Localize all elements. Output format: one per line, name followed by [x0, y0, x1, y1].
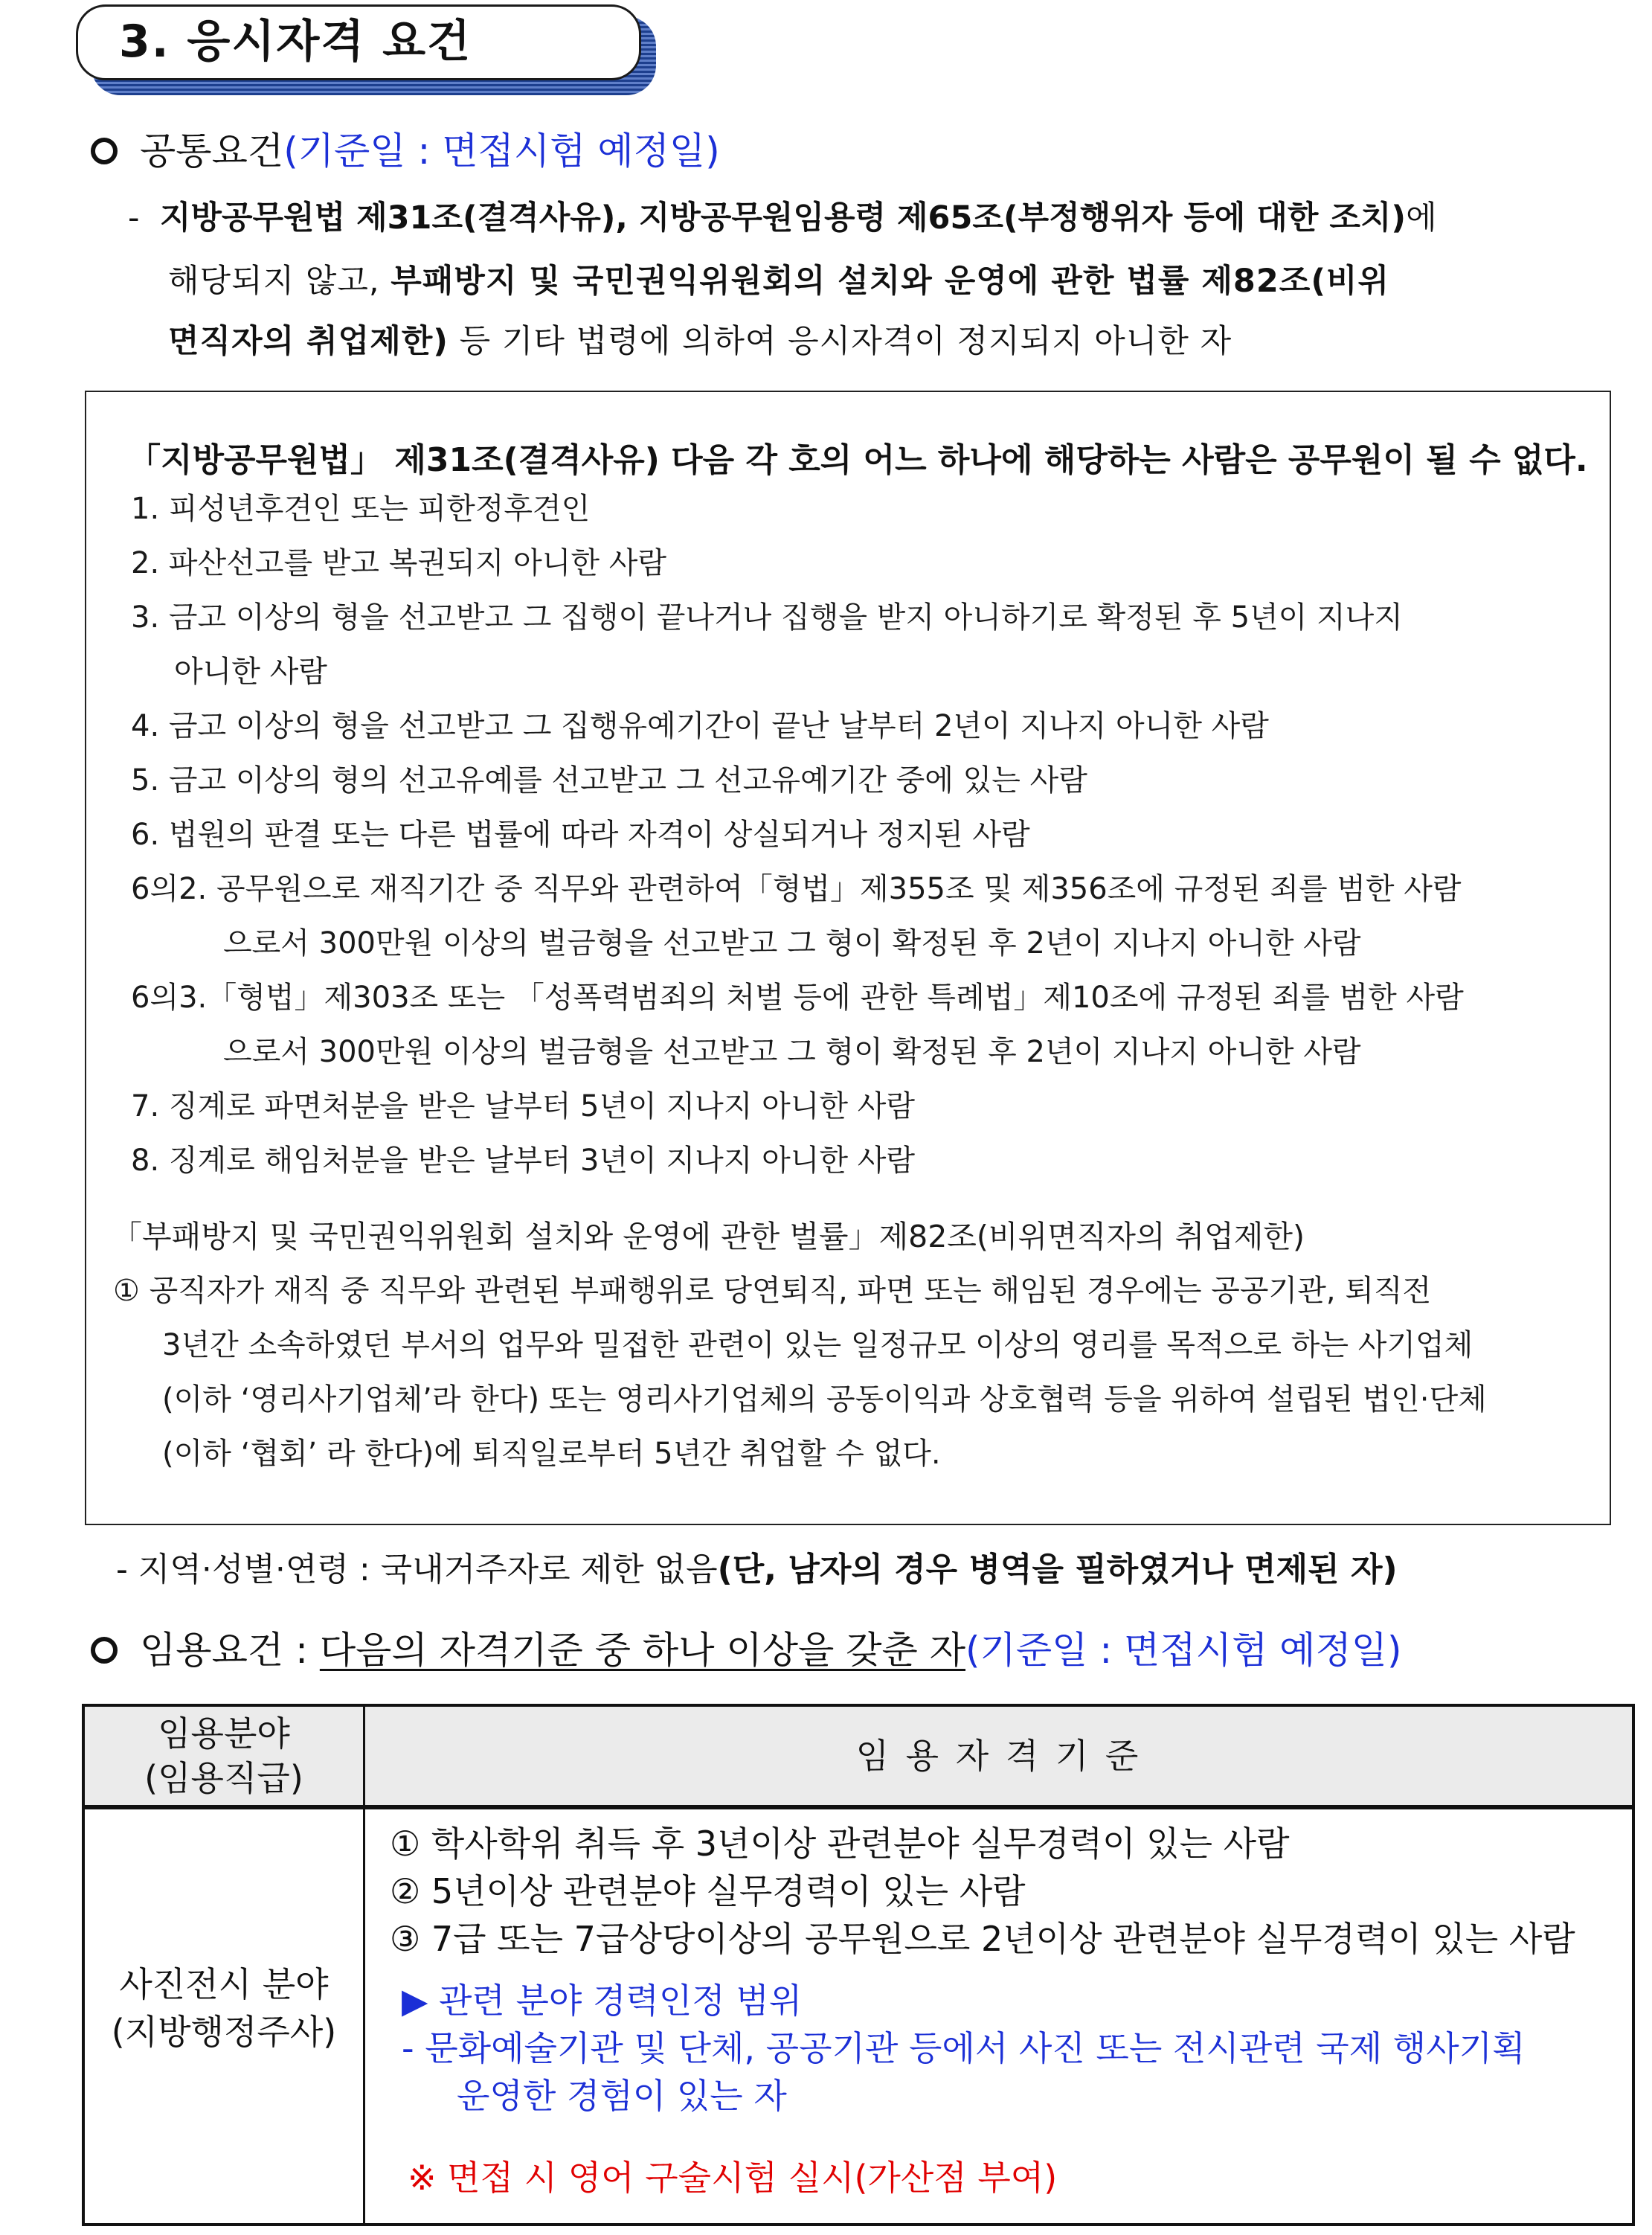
- table-divider: [82, 1805, 1635, 1809]
- col1-header: 임용분야 (임용직급): [144, 1713, 303, 1798]
- art82-line: ① 공직자가 재직 중 직무와 관련된 부패행위로 당연퇴직, 파면 또는 해임된 경우에는 공공기관, 퇴직전: [113, 1274, 1432, 1308]
- section-title: 3. 응시자격 요건: [119, 16, 472, 68]
- art31-heading: 「지방공무원법」 제31조(결격사유) 다음 각 호의 어느 하나에 해당하는 사람은 공무원이 될 수 없다.: [128, 441, 1588, 479]
- art31-item: 6의2. 공무원으로 재직기간 중 직무와 관련하여「형법」제355조 및 제356조에 규정된 죄를 범한 사람: [131, 872, 1462, 906]
- art31-item: 1. 피성년후견인 또는 피한정후견인: [131, 492, 591, 526]
- common-para-line2: 해당되지 않고, 부패방지 및 국민권익위원회의 설치와 운영에 관한 법률 제82조(비위: [168, 263, 1390, 300]
- requirement-3: ③ 7급 또는 7급상당이상의 공무원으로 2년이상 관련분야 실무경력이 있는 사람: [390, 1919, 1575, 1959]
- art82-heading: 「부패방지 및 국민권익위원회 설치와 운영에 관한 벌률」제82조(비위면직자의 취업제한): [112, 1219, 1305, 1254]
- requirement-2: ② 5년이상 관련분야 실무경력이 있는 사람: [390, 1871, 1026, 1911]
- common-para-line3: 면직자의 취업제한) 등 기타 법령에 의하여 응시자격이 정지되지 아니한 자: [168, 323, 1232, 360]
- art82-line: (이하 ‘협회’ 라 한다)에 퇴직일로부터 5년간 취업할 수 없다.: [162, 1437, 941, 1471]
- art82-line: (이하 ‘영리사기업체’라 한다) 또는 영리사기업체의 공동이익과 상호협력 등을 위하여 설립된 법인·단체: [162, 1382, 1487, 1417]
- common-para-line1: - 지방공무원법 제31조(결격사유), 지방공무원임용령 제65조(부정행위자 등에 대한 조치)에: [128, 199, 1437, 237]
- region-line: - 지역·성별·연령 : 국내거주자로 제한 없음(단, 남자의 경우 병역을 필하였거나 면제된 자): [116, 1551, 1398, 1588]
- circle-bullet-icon: [91, 138, 118, 164]
- art31-item: 5. 금고 이상의 형의 선고유예를 선고받고 그 선고유예기간 중에 있는 사람: [131, 763, 1087, 798]
- scope-line1: - 문화예술기관 및 단체, 공공기관 등에서 사진 또는 전시관련 국제 행사기획: [402, 2028, 1526, 2068]
- art82-line: 3년간 소속하였던 부서의 업무와 밀접한 관련이 있는 일정규모 이상의 영리를 목적으로 하는 사기업체: [162, 1328, 1473, 1362]
- art31-item: 6. 법원의 판결 또는 다른 법률에 따라 자격이 상실되거나 정지된 사람: [131, 818, 1030, 852]
- art31-item: 8. 징계로 해임처분을 받은 날부터 3년이 지나지 아니한 사람: [131, 1144, 916, 1178]
- scope-title: ▶ 관련 분야 경력인정 범위: [402, 1981, 803, 2021]
- interview-note: ※ 면접 시 영어 구술시험 실시(가산점 부여): [408, 2158, 1058, 2198]
- art31-item: 으로서 300만원 이상의 벌금형을 선고받고 그 형이 확정된 후 2년이 지나지 아니한 사람: [223, 1035, 1361, 1069]
- art31-item: 으로서 300만원 이상의 벌금형을 선고받고 그 형이 확정된 후 2년이 지나지 아니한 사람: [223, 926, 1361, 961]
- art31-item: 6의3.「형법」제303조 또는 「성폭력범죄의 처벌 등에 관한 특례법」제10조에 규정된 죄를 범한 사람: [131, 981, 1464, 1015]
- art31-item: 2. 파산선고를 받고 복권되지 아니한 사람: [131, 546, 666, 580]
- scope-line2: 운영한 경험이 있는 자: [457, 2076, 787, 2116]
- art31-item: 7. 징계로 파면처분을 받은 날부터 5년이 지나지 아니한 사람: [131, 1089, 916, 1123]
- table-divider: [363, 1704, 365, 2226]
- col2-header: 임 용 자 격 기 준: [855, 1736, 1142, 1776]
- art31-item: 아니한 사람: [174, 655, 327, 689]
- requirement-1: ① 학사학위 취득 후 3년이상 관련분야 실무경력이 있는 사람: [390, 1824, 1290, 1864]
- common-heading: 공통요건(기준일 : 면접시험 예정일): [91, 126, 720, 176]
- art31-item: 3. 금고 이상의 형을 선고받고 그 집행이 끝나거나 집행을 받지 아니하기로 확정된 후 5년이 지나지: [131, 600, 1403, 635]
- field-cell: 사진전시 분야 (지방행정주사): [111, 1964, 337, 2052]
- circle-bullet-icon: [91, 1637, 118, 1664]
- appoint-heading: 임용요건 : 다음의 자격기준 중 하나 이상을 갖춘 자(기준일 : 면접시험 예정일): [91, 1626, 1402, 1675]
- art31-item: 4. 금고 이상의 형을 선고받고 그 집행유예기간이 끝난 날부터 2년이 지나지 아니한 사람: [131, 709, 1269, 743]
